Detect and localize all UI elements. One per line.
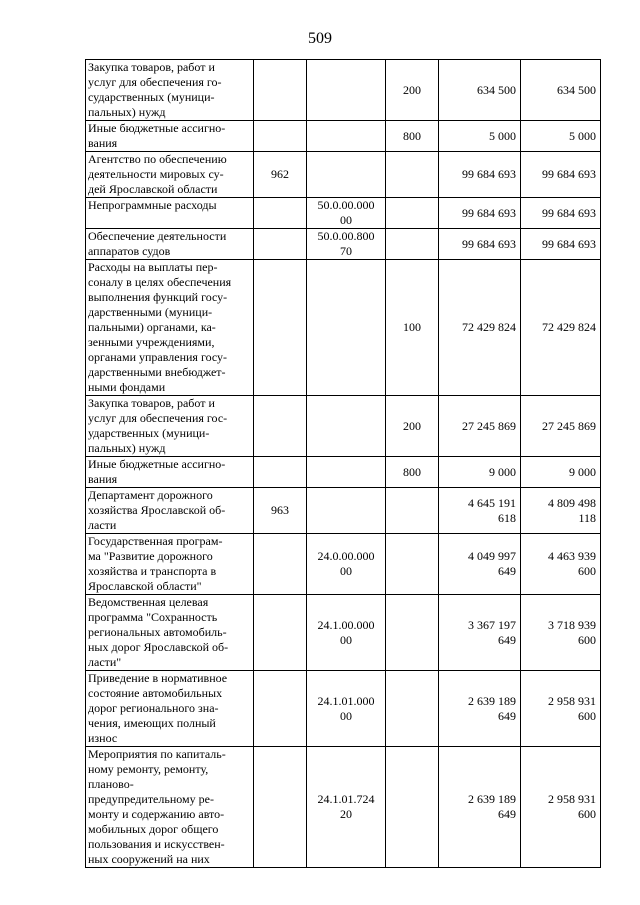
row-name-cell xyxy=(86,747,254,868)
expense-type-cell: 800 xyxy=(386,457,439,488)
row-name-line: вания xyxy=(88,472,118,486)
table-row xyxy=(86,152,601,198)
amount-year1-line: 649 xyxy=(498,708,516,723)
row-name-cell xyxy=(86,457,254,488)
amount-year1-line: 649 xyxy=(498,807,516,821)
row-name-cell xyxy=(86,396,254,457)
row-name-line: ласти" xyxy=(88,655,122,669)
expense-type-cell xyxy=(386,595,439,671)
row-name-line: пользования и искусствен- xyxy=(88,837,225,851)
amount-year2-cell xyxy=(521,671,601,747)
amount-year1-cell xyxy=(439,396,521,457)
target-article-cell xyxy=(307,121,386,152)
amount-year1-cell xyxy=(439,534,521,595)
table-row xyxy=(86,260,601,396)
row-name-line: пальных) нужд xyxy=(88,441,166,455)
table-row xyxy=(86,198,601,229)
row-name-line: износ xyxy=(88,731,118,745)
table-row xyxy=(86,747,601,868)
ved-code-cell xyxy=(254,260,307,396)
amount-year1-cell xyxy=(439,198,521,229)
row-name-line: ными фондами xyxy=(88,380,166,394)
target-article-line: 00 xyxy=(340,632,352,647)
amount-year1-line: 4 049 997 xyxy=(468,549,516,563)
amount-year2-line: 2 958 931 xyxy=(548,693,596,708)
amount-year1-line: 649 xyxy=(498,564,516,578)
row-name-line: хозяйства и транспорта в xyxy=(88,564,217,578)
row-name-line: предупредительному ре- xyxy=(88,792,214,806)
row-name-line: планово- xyxy=(88,777,134,791)
amount-year2-line: 99 684 693 xyxy=(542,167,596,181)
amount-year1-cell xyxy=(439,260,521,396)
row-name-line: пальными) органами, ка- xyxy=(88,320,216,334)
row-name-cell xyxy=(86,260,254,396)
table-row xyxy=(86,229,601,260)
target-article-cell xyxy=(307,595,386,671)
amount-year2-line: 72 429 824 xyxy=(542,320,596,334)
row-name-line: состояние автомобильных xyxy=(88,686,223,700)
amount-year2-line: 600 xyxy=(578,708,596,723)
row-name-cell xyxy=(86,488,254,534)
amount-year1-line: 9 000 xyxy=(489,464,516,479)
amount-year2-cell xyxy=(521,595,601,671)
ved-code-cell xyxy=(254,457,307,488)
amount-year1-cell xyxy=(439,488,521,534)
amount-year1-line: 2 639 189 xyxy=(468,693,516,708)
amount-year1-line: 3 367 197 xyxy=(468,617,516,632)
amount-year1-cell xyxy=(439,671,521,747)
amount-year2-line: 600 xyxy=(578,807,596,821)
amount-year2-cell xyxy=(521,396,601,457)
row-name-line: Приведение в нормативное xyxy=(88,671,228,685)
row-name-line: Иные бюджетные ассигно- xyxy=(88,121,226,135)
amount-year1-cell xyxy=(439,152,521,198)
row-name-line: органами управления госу- xyxy=(88,350,228,364)
page-number: 509 xyxy=(308,30,332,47)
row-name-line: региональных автомобиль- xyxy=(88,625,227,639)
amount-year2-cell xyxy=(521,488,601,534)
row-name-line: дей Ярославской области xyxy=(88,182,218,196)
table-row xyxy=(86,488,601,534)
row-name-cell xyxy=(86,229,254,260)
row-name-line: ных дорог Ярославской об- xyxy=(88,640,229,654)
amount-year1-line: 2 639 189 xyxy=(468,792,516,806)
table-row xyxy=(86,121,601,152)
amount-year2-line: 4 809 498 xyxy=(548,495,596,510)
ved-code-cell: 963 xyxy=(254,488,307,534)
row-name-line: Ведомственная целевая xyxy=(88,595,209,609)
target-article-cell xyxy=(307,152,386,198)
amount-year1-cell xyxy=(439,229,521,260)
amount-year2-line: 3 718 939 xyxy=(548,617,596,632)
amount-year1-line: 99 684 693 xyxy=(462,167,516,181)
target-article-line: 24.1.01.000 xyxy=(317,693,375,708)
row-name-line: услуг для обеспечения го- xyxy=(88,75,222,89)
row-name-line: выполнения функций госу- xyxy=(88,290,228,304)
expense-type-cell xyxy=(386,747,439,868)
amount-year1-line: 27 245 869 xyxy=(462,418,516,433)
row-name-line: зенными учреждениями, xyxy=(88,335,215,349)
row-name-line: аппаратов судов xyxy=(88,244,171,258)
target-article-line: 70 xyxy=(340,244,352,258)
amount-year2-line: 118 xyxy=(578,510,596,525)
row-name-line: ласти xyxy=(88,518,117,532)
row-name-line: деятельности мировых су- xyxy=(88,167,224,181)
amount-year2-line: 99 684 693 xyxy=(542,205,596,220)
amount-year2-line: 5 000 xyxy=(569,128,596,143)
ved-code-cell xyxy=(254,60,307,121)
row-name-line: хозяйства Ярославской об- xyxy=(88,503,226,517)
expense-type-cell: 200 xyxy=(386,396,439,457)
row-name-line: пальных) нужд xyxy=(88,105,166,119)
target-article-line: 20 xyxy=(340,807,352,821)
row-name-line: монту и содержанию авто- xyxy=(88,807,225,821)
amount-year2-line: 600 xyxy=(578,564,596,578)
table-row xyxy=(86,595,601,671)
amount-year1-line: 99 684 693 xyxy=(462,205,516,220)
amount-year2-cell xyxy=(521,121,601,152)
row-name-line: Непрограммные расходы xyxy=(88,198,217,212)
amount-year2-cell xyxy=(521,534,601,595)
expense-type-cell xyxy=(386,488,439,534)
amount-year2-cell xyxy=(521,260,601,396)
table-row xyxy=(86,534,601,595)
row-name-line: чения, имеющих полный xyxy=(88,716,216,730)
amount-year1-line: 634 500 xyxy=(477,82,516,97)
target-article-cell xyxy=(307,198,386,229)
row-name-line: сударственных (муници- xyxy=(88,90,215,104)
row-name-cell xyxy=(86,121,254,152)
target-article-cell xyxy=(307,488,386,534)
target-article-cell xyxy=(307,60,386,121)
expense-type-cell xyxy=(386,534,439,595)
target-article-line: 00 xyxy=(340,213,352,227)
row-name-line: ных сооружений на них xyxy=(88,852,210,866)
expense-type-cell: 100 xyxy=(386,260,439,396)
expense-type-cell xyxy=(386,198,439,229)
target-article-cell xyxy=(307,260,386,396)
table-row xyxy=(86,396,601,457)
amount-year2-line: 2 958 931 xyxy=(548,792,596,806)
row-name-line: дарственными (муници- xyxy=(88,305,213,319)
amount-year2-line: 600 xyxy=(578,632,596,647)
ved-code-cell xyxy=(254,198,307,229)
row-name-cell xyxy=(86,671,254,747)
table-row xyxy=(86,60,601,121)
row-name-line: Государственная програм- xyxy=(88,534,223,548)
amount-year2-cell xyxy=(521,152,601,198)
amount-year2-cell xyxy=(521,60,601,121)
table-row xyxy=(86,671,601,747)
target-article-cell xyxy=(307,747,386,868)
ved-code-cell xyxy=(254,671,307,747)
amount-year1-line: 618 xyxy=(498,510,516,525)
row-name-line: ма "Развитие дорожного xyxy=(88,549,213,563)
target-article-line: 24.0.00.000 xyxy=(317,549,375,563)
target-article-line: 24.1.01.724 xyxy=(317,792,375,806)
row-name-line: Агентство по обеспечению xyxy=(88,152,227,166)
row-name-line: мобильных дорог общего xyxy=(88,822,219,836)
amount-year2-line: 99 684 693 xyxy=(542,236,596,251)
amount-year2-cell xyxy=(521,198,601,229)
amount-year1-line: 649 xyxy=(498,632,516,647)
amount-year1-line: 4 645 191 xyxy=(468,495,516,510)
amount-year1-line: 5 000 xyxy=(489,128,516,143)
target-article-line: 50.0.00.800 xyxy=(317,229,375,243)
target-article-line: 00 xyxy=(340,564,352,578)
row-name-line: ударственных (муници- xyxy=(88,426,210,440)
amount-year2-line: 9 000 xyxy=(569,464,596,479)
row-name-line: ному ремонту, ремонту, xyxy=(88,762,209,776)
target-article-cell xyxy=(307,671,386,747)
target-article-cell xyxy=(307,229,386,260)
amount-year2-cell xyxy=(521,229,601,260)
budget-table xyxy=(85,59,601,868)
ved-code-cell xyxy=(254,747,307,868)
row-name-cell xyxy=(86,198,254,229)
ved-code-cell: 962 xyxy=(254,152,307,198)
amount-year2-cell xyxy=(521,747,601,868)
row-name-cell xyxy=(86,595,254,671)
amount-year1-cell xyxy=(439,457,521,488)
amount-year1-cell xyxy=(439,121,521,152)
row-name-line: Обеспечение деятельности xyxy=(88,229,227,243)
amount-year1-cell xyxy=(439,595,521,671)
row-name-line: Закупка товаров, работ и xyxy=(88,396,215,410)
row-name-line: соналу в целях обеспечения xyxy=(88,275,232,289)
expense-type-cell xyxy=(386,152,439,198)
amount-year2-cell xyxy=(521,457,601,488)
target-article-line: 24.1.00.000 xyxy=(317,617,375,632)
target-article-cell xyxy=(307,534,386,595)
amount-year1-cell xyxy=(439,60,521,121)
row-name-line: Расходы на выплаты пер- xyxy=(88,260,218,274)
row-name-line: Мероприятия по капиталь- xyxy=(88,747,226,761)
row-name-line: Департамент дорожного xyxy=(88,488,213,502)
row-name-line: программа "Сохранность xyxy=(88,610,218,624)
row-name-line: услуг для обеспечения гос- xyxy=(88,411,228,425)
row-name-line: Ярославской области" xyxy=(88,579,202,593)
expense-type-cell xyxy=(386,229,439,260)
ved-code-cell xyxy=(254,229,307,260)
amount-year1-line: 72 429 824 xyxy=(462,320,516,334)
target-article-line: 50.0.00.000 xyxy=(317,198,375,212)
expense-type-cell: 800 xyxy=(386,121,439,152)
row-name-cell xyxy=(86,152,254,198)
row-name-line: Иные бюджетные ассигно- xyxy=(88,457,226,471)
target-article-cell xyxy=(307,457,386,488)
amount-year2-line: 4 463 939 xyxy=(548,549,596,563)
table-row xyxy=(86,457,601,488)
row-name-cell xyxy=(86,534,254,595)
row-name-line: дарственными внебюджет- xyxy=(88,365,226,379)
budget-table-body xyxy=(86,60,601,868)
row-name-line: Закупка товаров, работ и xyxy=(88,60,215,74)
expense-type-cell: 200 xyxy=(386,60,439,121)
amount-year2-line: 634 500 xyxy=(557,82,596,97)
amount-year2-line: 27 245 869 xyxy=(542,418,596,433)
target-article-line: 00 xyxy=(340,708,352,723)
row-name-cell xyxy=(86,60,254,121)
amount-year1-cell xyxy=(439,747,521,868)
row-name-line: вания xyxy=(88,136,118,150)
ved-code-cell xyxy=(254,534,307,595)
amount-year1-line: 99 684 693 xyxy=(462,236,516,251)
target-article-cell xyxy=(307,396,386,457)
expense-type-cell xyxy=(386,671,439,747)
ved-code-cell xyxy=(254,595,307,671)
row-name-line: дорог регионального зна- xyxy=(88,701,219,715)
ved-code-cell xyxy=(254,121,307,152)
ved-code-cell xyxy=(254,396,307,457)
